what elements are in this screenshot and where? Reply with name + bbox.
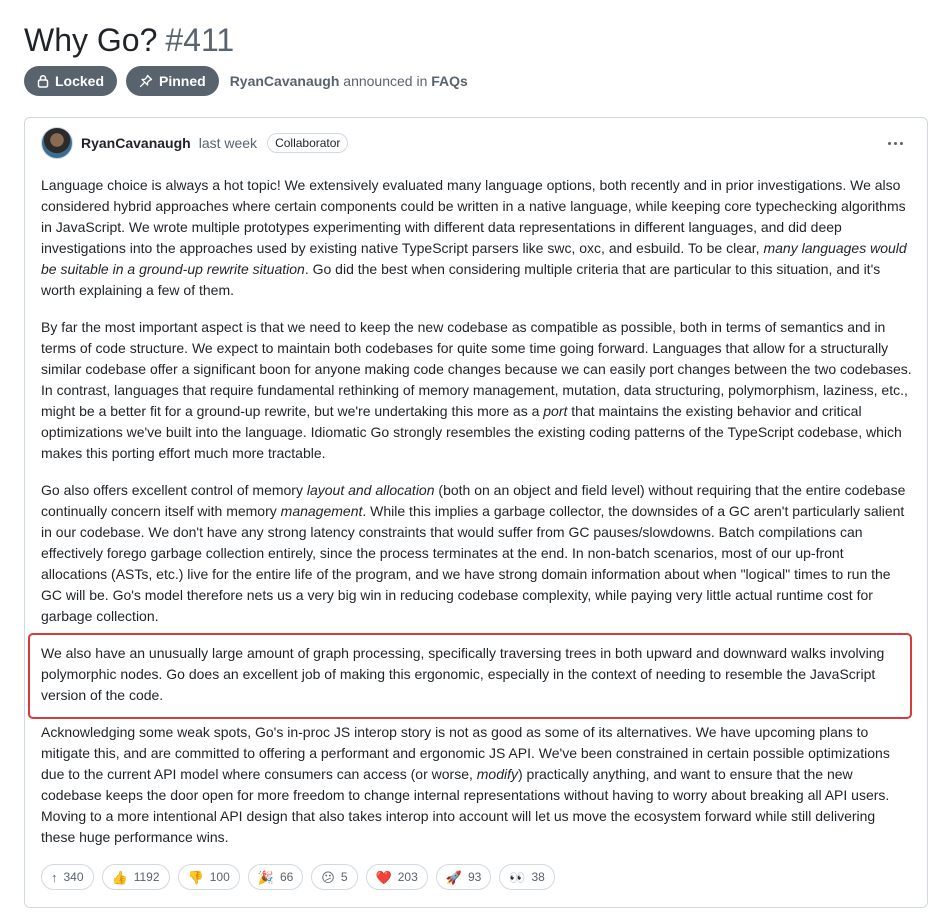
announcement-line — [230, 73, 468, 89]
discussion-number: #411 — [165, 22, 235, 58]
tada-icon: 🎉 — [257, 869, 274, 885]
discussion-meta — [24, 66, 468, 96]
emphasis-text: layout and allocation — [306, 482, 435, 498]
text-run: ) practically anything, and want to ensure that the new codebase keeps the door open for more freedom to change internal representations without having to worry about breaking all API users. Moving to a more intentional API design that also takes interop into account will let us move the ecosystem forward while still delivering these huge performance wins. — [41, 766, 890, 845]
rocket-icon: 🚀 — [445, 869, 462, 885]
post-paragraph-1 — [41, 175, 913, 301]
discussion-post — [24, 117, 928, 908]
reaction-count: 100 — [209, 870, 230, 884]
announced-in-text: announced in — [343, 73, 428, 89]
post-paragraph-2 — [41, 317, 913, 464]
page-title — [24, 20, 234, 60]
reaction-count: 203 — [397, 870, 418, 884]
locked-label: Locked — [55, 73, 105, 89]
reaction-count: 93 — [467, 870, 482, 884]
avatar[interactable] — [41, 127, 73, 159]
post-body — [41, 175, 913, 848]
reaction-heart[interactable] — [366, 864, 428, 890]
text-run: . While this implies a garbage collector, the downsides of a GC aren't particularly salient in our codebase. We don't have any strong latency constraints that would suffer from GC pauses/slowdowns. Batch compilations can effectively forego garbage collection entirely, since the process terminates at the end. In non-batch scenarios, most of our up-front allocations (ASTs, etc.) live for the entire life of the program, and we have strong domain information about when "logical" times to run the GC will be. Go's model therefore nets us a very big win in reducing codebase complexity, while paying very little actual runtime cost for garbage collection. — [41, 503, 905, 624]
more-options-button[interactable] — [883, 131, 907, 155]
emphasis-text: port — [543, 403, 568, 419]
post-author-link[interactable]: RyanCavanaugh — [81, 135, 191, 151]
discussion-title: Why Go? — [24, 22, 158, 58]
post-header — [41, 126, 911, 160]
lock-icon — [37, 74, 49, 88]
pin-icon — [139, 74, 153, 88]
eyes-icon: 👀 — [509, 869, 526, 885]
collaborator-badge: Collaborator — [267, 133, 348, 153]
post-paragraph-5 — [41, 722, 913, 848]
confused-face-icon: 😕 — [321, 869, 335, 885]
reaction-confused[interactable] — [311, 864, 357, 890]
post-timestamp[interactable]: last week — [198, 135, 258, 151]
pinned-badge — [126, 66, 219, 96]
announcer-link[interactable]: RyanCavanaugh — [229, 73, 340, 89]
kebab-dot-icon — [900, 142, 903, 145]
reaction-thumbs-down[interactable] — [178, 864, 240, 890]
text-run: Language choice is always a hot topic! We extensively evaluated many language options, both recently and in prior investigations. We also considered hybrid approaches where certain components could be written in a native language, while keeping core typechecking algorithms in JavaScript. We wrote multiple prototypes experimenting with different data representations in different languages, and did deep investigations into the approaches used by existing native TypeScript parsers like swc, oxc, and esbuild. To be clear, — [41, 177, 906, 256]
thumbs-down-icon: 👎 — [187, 869, 204, 885]
pinned-label: Pinned — [159, 73, 206, 89]
reaction-count: 66 — [279, 870, 294, 884]
reaction-eyes[interactable] — [499, 864, 555, 890]
reaction-count: 38 — [531, 870, 545, 884]
text-run: that maintains the existing behavior and critical optimizations we've built into the language. Idiomatic Go strongly resembles the existing coding patterns of the TypeScript codebase, which makes this porting effort much more tractable. — [41, 403, 902, 461]
locked-badge — [24, 66, 117, 96]
reaction-count: 5 — [340, 870, 348, 884]
text-run: Acknowledging some weak spots, Go's in-proc JS interop story is not as good as some of its alternatives. We have upcoming plans to mitigate this, and are committed to offering a performant and ergonomic JS API. We've been constrained in certain possible optimizations due to the current API model where consumers can access (or worse, — [41, 724, 890, 782]
reaction-tada[interactable] — [248, 864, 304, 890]
post-paragraph-4: We also have an unusually large amount of graph processing, specifically traversing trees in both upward and downward walks involving polymorphic nodes. Go does an excellent job of making this ergonomic, especially in the context of needing to resemble the JavaScript version of the code. — [41, 645, 885, 703]
reaction-count: 1192 — [133, 870, 160, 884]
kebab-dot-icon — [894, 142, 897, 145]
arrow-up-icon: ↑ — [51, 869, 58, 885]
reaction-thumbs-up[interactable] — [102, 864, 170, 890]
reaction-rocket[interactable] — [436, 864, 492, 890]
emphasis-text: management — [280, 503, 363, 519]
reactions-bar — [41, 864, 555, 890]
text-run: By far the most important aspect is that we need to keep the new codebase as compatible as possible, both in terms of semantics and in terms of code structure. We expect to maintain both codebases for quite some time going forward. Languages that allow for a structurally similar codebase offer a significant boon for anyone making code changes because we can easily port changes between the two codebases. In contrast, languages that require fundamental rethinking of memory management, mutation, data structuring, polymorphism, laziness, etc., might be a better fit for a ground-up rewrite, but we're undertaking this more as a — [41, 319, 912, 419]
text-run: . Go did the best when considering multiple criteria that are particular to this situation, and it's worth explaining a few of them. — [41, 261, 881, 298]
emphasis-text: modify — [476, 766, 518, 782]
post-paragraph-3 — [41, 480, 913, 627]
category-link[interactable]: FAQs — [431, 73, 468, 89]
emphasis-text: many languages would be suitable in a ground-up rewrite situation — [41, 240, 907, 277]
upvote-button[interactable] — [41, 864, 94, 890]
kebab-dot-icon — [888, 142, 891, 145]
text-run: (both on an object and field level) without requiring that the entire codebase continually concern itself with memory — [41, 482, 906, 519]
text-run: Go also offers excellent control of memory — [41, 482, 307, 498]
upvote-count: 340 — [63, 870, 84, 884]
thumbs-up-icon: 👍 — [111, 869, 128, 885]
heart-icon: ❤️ — [375, 869, 392, 885]
